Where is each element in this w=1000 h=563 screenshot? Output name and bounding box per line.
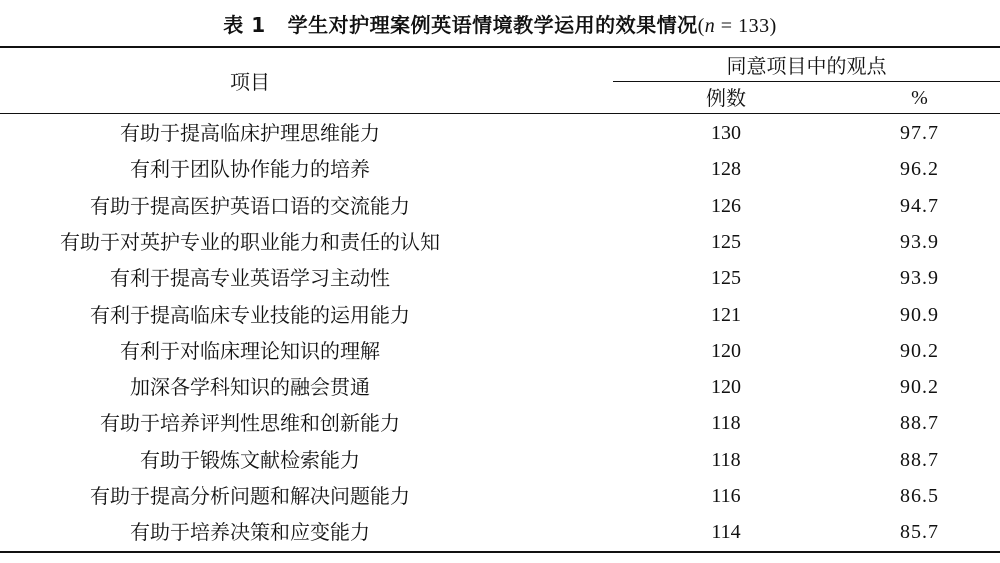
row-count: 121: [711, 304, 741, 326]
row-item: 加深各学科知识的融会贯通: [130, 375, 370, 399]
row-count: 118: [711, 449, 741, 471]
row-percent: 90.2: [900, 376, 939, 398]
row-percent: 88.7: [900, 449, 939, 471]
row-count: 128: [711, 158, 741, 180]
row-item: 有利于对临床理论知识的理解: [120, 339, 380, 363]
row-item: 有助于对英护专业的职业能力和责任的认知: [60, 230, 440, 254]
row-percent: 93.9: [900, 267, 939, 289]
row-item: 有利于提高专业英语学习主动性: [110, 266, 390, 290]
row-item: 有助于提高临床护理思维能力: [120, 121, 380, 145]
top-rule: [0, 46, 1000, 48]
row-count: 120: [711, 340, 741, 362]
row-percent: 93.9: [900, 231, 939, 253]
table-title: 学生对护理案例英语情境教学运用的效果情况: [287, 13, 698, 37]
row-count: 125: [711, 231, 741, 253]
row-percent: 85.7: [900, 521, 939, 543]
row-item: 有助于锻炼文献检索能力: [140, 448, 360, 472]
row-count: 130: [711, 122, 741, 144]
row-item: 有利于团队协作能力的培养: [130, 157, 370, 181]
group-header-rule: [613, 81, 1000, 82]
row-item: 有助于提高医护英语口语的交流能力: [90, 194, 410, 218]
row-percent: 96.2: [900, 158, 939, 180]
sample-size-value: = 133): [715, 15, 777, 37]
row-percent: 88.7: [900, 412, 939, 434]
header-percent: %: [911, 87, 928, 109]
row-percent: 90.9: [900, 304, 939, 326]
row-count: 125: [711, 267, 741, 289]
table-number: 表 1: [223, 13, 266, 37]
row-item: 有助于培养评判性思维和创新能力: [100, 411, 400, 435]
sample-open-paren: (: [697, 15, 705, 37]
header-agree-group: 同意项目中的观点: [726, 54, 887, 78]
header-rule: [0, 113, 1000, 114]
row-item: 有助于提高分析问题和解决问题能力: [90, 484, 410, 508]
row-percent: 94.7: [900, 195, 939, 217]
row-count: 116: [711, 485, 741, 507]
row-percent: 97.7: [900, 122, 939, 144]
row-count: 120: [711, 376, 741, 398]
header-item: 项目: [230, 70, 270, 94]
table-caption: [0, 10, 1000, 41]
bottom-rule: [0, 551, 1000, 553]
row-count: 126: [711, 195, 741, 217]
row-item: 有助于培养决策和应变能力: [130, 520, 370, 544]
row-percent: 90.2: [900, 340, 939, 362]
header-count: 例数: [706, 86, 746, 110]
sample-size-symbol: n: [704, 15, 716, 37]
row-percent: 86.5: [900, 485, 939, 507]
row-item: 有利于提高临床专业技能的运用能力: [90, 303, 410, 327]
row-count: 114: [711, 521, 741, 543]
row-count: 118: [711, 412, 741, 434]
